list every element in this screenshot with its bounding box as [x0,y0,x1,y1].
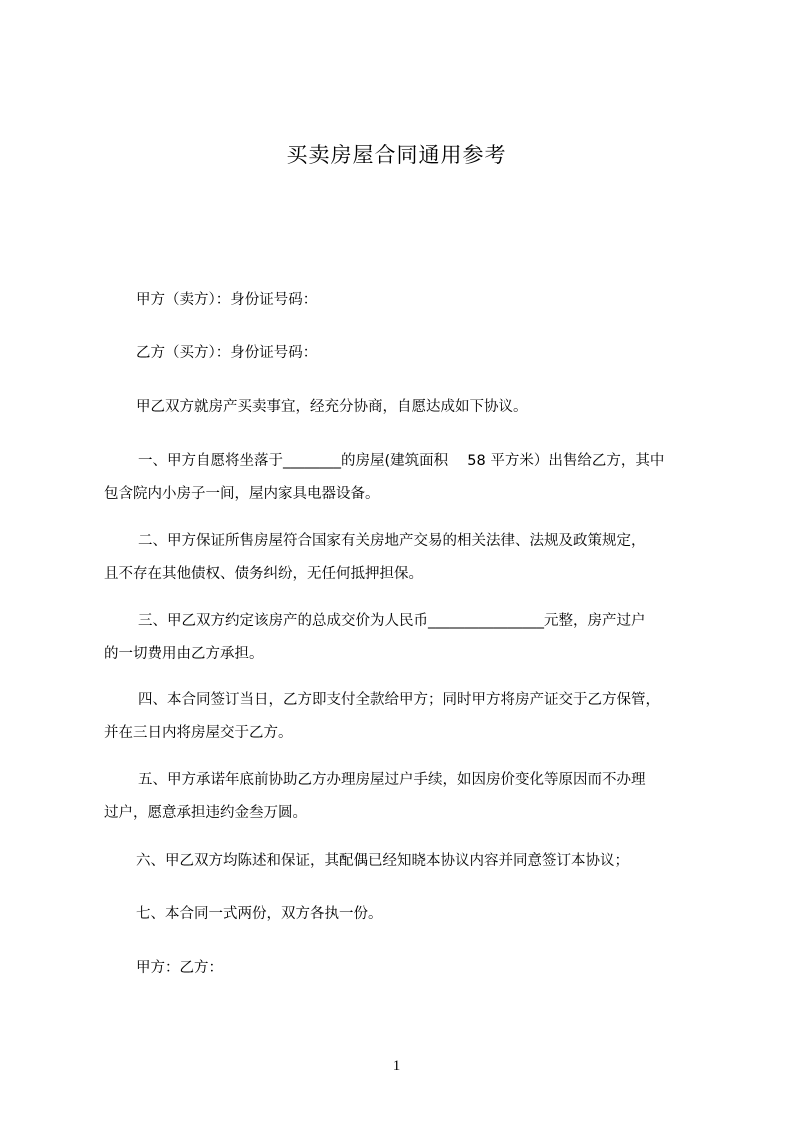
clause-3-line-2: 的一切费用由乙方承担。 [104,646,264,662]
clause-4 [104,684,704,750]
clause-4-line-2: 并在三日内将房屋交于乙方。 [104,725,293,741]
clause-3-line-1: 三、甲乙双方约定该房产的总成交价为人民币________________元整，房产过户 [138,613,646,629]
clause-6 [104,845,704,878]
clause-1 [104,445,704,511]
clause-5-line-1: 五、甲方承诺年底前协助乙方办理房屋过户手续，如因房价变化等原因而不办理 [138,772,646,788]
clause-1-line-1: 一、甲方自愿将坐落于________的房屋(建筑面积 58 平方米）出售给乙方，其中 [138,453,665,469]
clause-1-line-2: 包含院内小房子一间，屋内家具电器设备。 [104,486,380,502]
clause-2-line-2: 且不存在其他债权、债务纠纷，无任何抵押担保。 [104,566,423,582]
intro-text: 甲乙双方就房产买卖事宜，经充分协商，自愿达成如下协议。 [136,399,528,415]
party-b-line [104,337,704,370]
clause-2 [104,525,704,591]
clause-2-line-1: 二、甲方保证所售房屋符合国家有关房地产交易的相关法律、法规及政策规定， [138,533,646,549]
intro-paragraph [104,391,704,424]
clause-4-line-1: 四、本合同签订当日，乙方即支付全款给甲方；同时甲方将房产证交于乙方保管， [138,692,660,708]
clause-7-text: 七、本合同一式两份，双方各执一份。 [136,906,383,922]
party-a-text: 甲方（卖方）：身份证号码： [136,292,318,308]
page-number: 1 [392,1058,401,1074]
clause-3 [104,605,704,671]
party-b-text: 乙方（买方）：身份证号码： [136,345,318,361]
clause-7 [104,898,704,931]
signature-line [104,952,704,985]
page-title: 买卖房屋合同通用参考 [286,143,507,167]
clause-5 [104,764,704,830]
party-a-line [104,284,704,317]
signature-text: 甲方：乙方： [136,960,223,976]
clause-6-text: 六、甲乙双方均陈述和保证，其配偶已经知晓本协议内容并同意签订本协议； [136,853,629,869]
clause-5-line-2: 过户，愿意承担违约金叁万圆。 [104,805,307,821]
